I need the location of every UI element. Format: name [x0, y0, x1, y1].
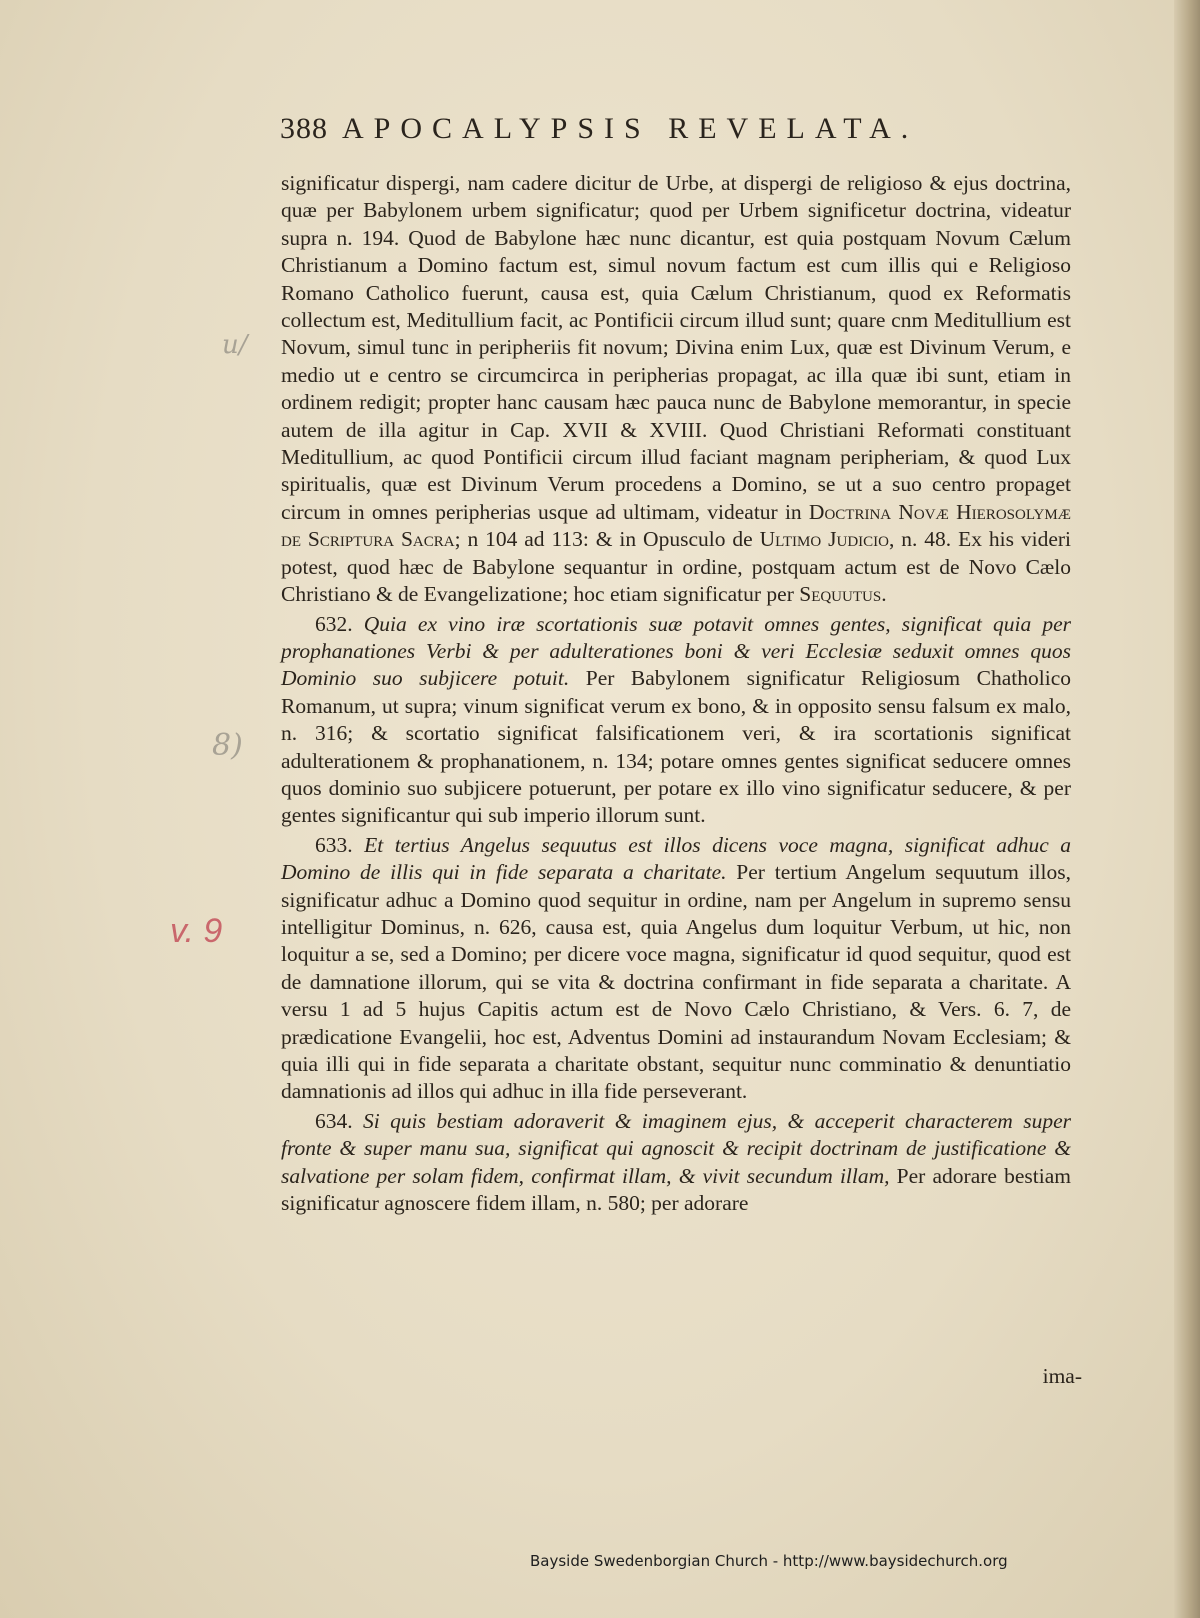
- footer-credit: Bayside Swedenborgian Church - http://www.baysidechurch.org: [530, 1552, 1008, 1570]
- italic-run: Si quis bestiam adoraverit & imaginem ejus, & acceperit characterem super fronte & super manu sua, significat qui agnoscit & recipit doctrinam de justificatione & salvatione per solam fidem, confirmat illam, & vivit secundum illam,: [281, 1108, 1071, 1188]
- paragraph: [281, 832, 1071, 1106]
- body-text: [281, 170, 1071, 1217]
- margin-pencil-mark-2: 8): [212, 728, 243, 763]
- margin-note-red: v. 9: [170, 912, 223, 950]
- text-run: 632.: [315, 611, 364, 636]
- running-header: [280, 112, 1080, 146]
- italic-run: Et tertius Angelus sequutus est illos dicens voce magna, significat adhuc a Domino de illis qui in fide separata a charitate.: [281, 832, 1071, 885]
- paragraph: [281, 1108, 1071, 1218]
- text-run: Per Babylonem significatur Religiosum Chatholico Romanum, ut supra; vinum significat verum ex bono, & in opposito sensu falsum ex malo, n. 316; & scortatio significat falsificationem veri, & ira scortationis significat adulterationem & prophanationem, n. 134; potare omnes gentes significat seducere omnes quos dominio suo subjicere potuerunt, per potare ex illo vino significatur seducere, & per gentes significantur qui sub imperio illorum sunt.: [281, 666, 1071, 828]
- paragraph: [281, 611, 1071, 830]
- text-run: Per adorare bestiam significatur agnoscere fidem illam, n. 580; per adorare: [281, 1163, 1071, 1216]
- italic-run: Quia ex vino iræ scortationis suæ potavit omnes gentes, significat quia per prophanationes Verbi & per adulterationes boni & veri Ecclesiæ seduxit omnes quos Dominio suo subjicere potuit.: [281, 611, 1072, 691]
- page-gutter: [1174, 0, 1200, 1618]
- text-run: 633.: [315, 832, 365, 857]
- paragraph: [281, 170, 1071, 609]
- margin-pencil-mark-1: u/: [222, 330, 248, 360]
- text-run: , n. 48. Ex his videri potest, quod hæc de Babylone sequantur in ordine, postquam actum est de Novo Cælo Christiano & de Evangelizatione; hoc etiam significatur per: [281, 527, 1072, 607]
- text-run: 634.: [315, 1108, 364, 1133]
- catchword: ima-: [1042, 1364, 1082, 1388]
- page-number: 388: [280, 112, 328, 145]
- text-run: Per tertium Angelum sequutum illos, significatur adhuc a Domino quod sequitur in ordine, nam per Angelum in supremo sensu intelligitur Dominus, n. 626, causa est, quia Angelus dum loquitur Verbum, ut hic, non loquitur a se, sed a Domino; per dicere voce magna, significatur id quod sequitur, quod est de damnatione illorum, qui se vita & doctrina confirmant in fide separata a charitate. A versu 1 ad 5 hujus Capitis actum est de Novo Cælo Christiano, & Vers. 6. 7, de prædicatione Evangelii, hoc est, Adventus Domini ad instaurandum Novam Ecclesiam; & quia illi qui in fide separata a charitate obstant, sequitur nunc comminatio & denuntiatio damnationis ad illos qui adhuc in illa fide perseverant.: [281, 860, 1071, 1104]
- small-caps-run: Doctrina Novæ Hierosolymæ de Scriptura Sacra: [281, 499, 1071, 552]
- running-title: APOCALYPSIS REVELATA.: [342, 112, 919, 145]
- text-run: ; n 104 ad 113: & in Opusculo de: [454, 527, 760, 552]
- small-caps-run: Ultimo Judicio: [759, 527, 889, 552]
- text-run: .: [881, 582, 887, 607]
- text-run: significatur dispergi, nam cadere dicitur de Urbe, at dispergi de religioso & ejus doctrina, quæ per Babylonem urbem significatur; quod per Urbem significetur doctrina, videatur supra n. 194. Quod de Babylone hæc nunc dicantur, est quia postquam Novum Cælum Christianum a Domino factum est, simul novum factum est cum illis qui e Religioso Romano Catholico fuerunt, causa est, quia Cælum Christianum, quod ex Reformatis collectum est, Meditullium facit, ac Pontificii circum illud sunt; quare cnm Meditullium est Novum, simul tunc in peripheriis fit novum; Divina enim Lux, quæ est Divinum Verum, e medio ut e centro se circumcirca in peripherias propagat, ac illa quæ ibi sunt, etiam in ordinem redigit; propter hanc causam hæc pauca nunc de Babylone memorantur, in specie autem de illa agitur in Cap. XVII & XVIII. Quod Christiani Reformati constituant Meditullium, ac quod Pontificii circum illud faciant magnam peripheriam, & quod Lux spiritualis, quæ est Divinum Verum procedens a Domino, se ut a suo centro propaget circum in omnes peripherias usque ad ultimam, videatur in: [281, 171, 1071, 524]
- small-caps-run: Sequutus: [799, 582, 882, 607]
